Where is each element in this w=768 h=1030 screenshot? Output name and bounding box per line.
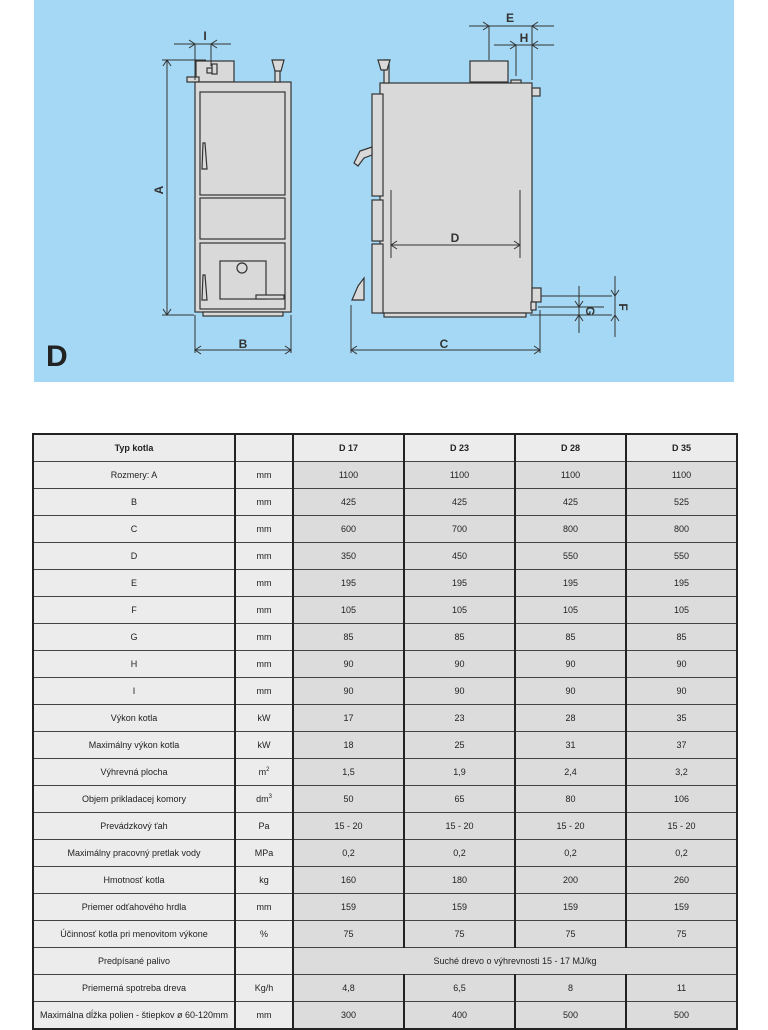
- cell-value: 90: [515, 651, 626, 678]
- unit-text: m: [258, 767, 267, 777]
- dim-label-f: F: [616, 303, 630, 311]
- cell-value: 37: [626, 732, 737, 759]
- row-label: Priemer odťahového hrdla: [33, 894, 235, 921]
- unit-text: mm: [256, 578, 272, 588]
- row-unit: [235, 975, 293, 1002]
- cell-value: 85: [626, 624, 737, 651]
- table-row: [33, 948, 737, 975]
- cell-value: 90: [626, 651, 737, 678]
- row-unit: [235, 678, 293, 705]
- cell-value: 159: [404, 894, 515, 921]
- boiler-front-view: [187, 60, 291, 316]
- table-row: [33, 975, 737, 1002]
- table-row: [33, 462, 737, 489]
- header-label: Typ kotla: [33, 434, 235, 462]
- table-row: [33, 543, 737, 570]
- cell-value: 11: [626, 975, 737, 1002]
- unit-text: Kg/h: [254, 983, 274, 993]
- cell-value: 90: [293, 651, 404, 678]
- table-row: [33, 1002, 737, 1030]
- unit-text: kW: [257, 740, 271, 750]
- cell-value: 425: [293, 489, 404, 516]
- cell-value: 80: [515, 786, 626, 813]
- cell-value: 500: [515, 1002, 626, 1030]
- row-label: Maximálna dĺžka polien - štiepkov ø 60-120mm: [33, 1002, 235, 1030]
- cell-value: 159: [515, 894, 626, 921]
- cell-value: 350: [293, 543, 404, 570]
- cell-value: 159: [626, 894, 737, 921]
- table-row: [33, 813, 737, 840]
- cell-value: 25: [404, 732, 515, 759]
- unit-text: Pa: [258, 821, 270, 831]
- cell-value: 15 - 20: [404, 813, 515, 840]
- dim-label-a: A: [152, 185, 166, 195]
- row-label: C: [33, 516, 235, 543]
- unit-text: mm: [256, 1010, 272, 1020]
- unit-text: mm: [256, 605, 272, 615]
- row-unit: [235, 948, 293, 975]
- boiler-spec-table: [32, 433, 738, 1030]
- cell-value: 4,8: [293, 975, 404, 1002]
- cell-value: 35: [626, 705, 737, 732]
- cell-value: 1100: [515, 462, 626, 489]
- row-label: Účinnosť kotla pri menovitom výkone: [33, 921, 235, 948]
- table-row: [33, 759, 737, 786]
- table-row: [33, 489, 737, 516]
- row-label: Objem prikladacej komory: [33, 786, 235, 813]
- cell-value: 90: [404, 678, 515, 705]
- dim-label-d: D: [450, 231, 460, 245]
- cell-value: 300: [293, 1002, 404, 1030]
- row-label: F: [33, 597, 235, 624]
- table-row: [33, 867, 737, 894]
- cell-value: 23: [404, 705, 515, 732]
- cell-value: 200: [515, 867, 626, 894]
- cell-value: 0,2: [404, 840, 515, 867]
- row-label: Hmotnosť kotla: [33, 867, 235, 894]
- cell-value: 1100: [404, 462, 515, 489]
- row-unit: [235, 543, 293, 570]
- row-label: Predpísané palivo: [33, 948, 235, 975]
- cell-value: 105: [293, 597, 404, 624]
- cell-value: 550: [515, 543, 626, 570]
- row-label: D: [33, 543, 235, 570]
- cell-value: 195: [293, 570, 404, 597]
- header-model: D 35: [626, 434, 737, 462]
- row-unit: [235, 1002, 293, 1030]
- table-row: [33, 624, 737, 651]
- table-row: [33, 516, 737, 543]
- cell-value: 160: [293, 867, 404, 894]
- cell-value: 500: [626, 1002, 737, 1030]
- cell-value: 525: [626, 489, 737, 516]
- row-label: I: [33, 678, 235, 705]
- table-row: [33, 786, 737, 813]
- dim-label-h: H: [519, 31, 529, 45]
- row-label: Maximálny pracovný pretlak vody: [33, 840, 235, 867]
- cell-value: 700: [404, 516, 515, 543]
- boiler-side-view: [352, 60, 541, 317]
- row-unit: [235, 840, 293, 867]
- table-row: [33, 651, 737, 678]
- boiler-dimension-drawing: [34, 0, 734, 382]
- table-body: [33, 462, 737, 1030]
- section-letter: D: [46, 340, 68, 373]
- cell-value: 85: [404, 624, 515, 651]
- cell-value: 550: [626, 543, 737, 570]
- cell-value: 425: [515, 489, 626, 516]
- cell-value: 2,4: [515, 759, 626, 786]
- unit-text: %: [259, 929, 268, 939]
- row-unit: [235, 516, 293, 543]
- table-row: [33, 597, 737, 624]
- cell-value: 0,2: [293, 840, 404, 867]
- cell-value: 195: [515, 570, 626, 597]
- cell-value: 90: [515, 678, 626, 705]
- cell-value: 50: [293, 786, 404, 813]
- cell-value: 8: [515, 975, 626, 1002]
- dim-label-i: I: [203, 29, 207, 43]
- table-header-row: [33, 434, 737, 462]
- cell-value: 75: [515, 921, 626, 948]
- row-unit: [235, 651, 293, 678]
- cell-value: 18: [293, 732, 404, 759]
- row-label: H: [33, 651, 235, 678]
- cell-value: 85: [515, 624, 626, 651]
- row-label: B: [33, 489, 235, 516]
- cell-value: 400: [404, 1002, 515, 1030]
- cell-value: 1,5: [293, 759, 404, 786]
- unit-text: mm: [256, 632, 272, 642]
- cell-value: 75: [404, 921, 515, 948]
- cell-value: 75: [293, 921, 404, 948]
- unit-text: mm: [256, 524, 272, 534]
- unit-superscript: 2: [266, 767, 270, 773]
- dim-label-c: C: [439, 337, 449, 351]
- table-row: [33, 570, 737, 597]
- row-label: Prevádzkový ťah: [33, 813, 235, 840]
- unit-text: MPa: [254, 848, 274, 858]
- cell-value: 1100: [293, 462, 404, 489]
- cell-value: 800: [626, 516, 737, 543]
- cell-value: 159: [293, 894, 404, 921]
- row-unit: [235, 894, 293, 921]
- cell-value: 450: [404, 543, 515, 570]
- row-unit: [235, 597, 293, 624]
- row-unit: [235, 732, 293, 759]
- cell-value: 17: [293, 705, 404, 732]
- dim-label-e: E: [505, 11, 515, 25]
- cell-value: 105: [626, 597, 737, 624]
- table-row: [33, 678, 737, 705]
- row-label: G: [33, 624, 235, 651]
- cell-value: 6,5: [404, 975, 515, 1002]
- cell-value: 195: [626, 570, 737, 597]
- dim-label-g: G: [583, 306, 597, 316]
- cell-value: 90: [404, 651, 515, 678]
- row-label: Výhrevná plocha: [33, 759, 235, 786]
- cell-value: 195: [404, 570, 515, 597]
- row-unit: [235, 813, 293, 840]
- unit-text: kW: [257, 713, 271, 723]
- row-label: Rozmery: A: [33, 462, 235, 489]
- header-unit: [235, 434, 293, 462]
- cell-value: 260: [626, 867, 737, 894]
- cell-value: 90: [293, 678, 404, 705]
- cell-value: 105: [404, 597, 515, 624]
- row-unit: [235, 705, 293, 732]
- row-label: Maximálny výkon kotla: [33, 732, 235, 759]
- table-row: [33, 732, 737, 759]
- cell-value: 90: [626, 678, 737, 705]
- cell-value: 425: [404, 489, 515, 516]
- cell-value: 106: [626, 786, 737, 813]
- cell-value: 800: [515, 516, 626, 543]
- cell-value: 85: [293, 624, 404, 651]
- row-label: Priemerná spotreba dreva: [33, 975, 235, 1002]
- table-row: [33, 894, 737, 921]
- row-label: E: [33, 570, 235, 597]
- table-row: [33, 921, 737, 948]
- cell-value: 65: [404, 786, 515, 813]
- unit-text: dm: [256, 794, 269, 804]
- row-unit: [235, 489, 293, 516]
- row-unit: [235, 462, 293, 489]
- cell-value: 180: [404, 867, 515, 894]
- row-unit: [235, 786, 293, 813]
- cell-value: 15 - 20: [626, 813, 737, 840]
- row-unit: [235, 921, 293, 948]
- cell-value: 28: [515, 705, 626, 732]
- unit-text: mm: [256, 659, 272, 669]
- row-unit: [235, 759, 293, 786]
- cell-value: 0,2: [515, 840, 626, 867]
- cell-value: 15 - 20: [293, 813, 404, 840]
- table-row: [33, 840, 737, 867]
- cell-value: 75: [626, 921, 737, 948]
- boiler-diagram-panel: [34, 0, 734, 382]
- header-model: D 23: [404, 434, 515, 462]
- unit-text: mm: [256, 470, 272, 480]
- row-unit: [235, 570, 293, 597]
- cell-value: 1100: [626, 462, 737, 489]
- header-model: D 28: [515, 434, 626, 462]
- cell-value: 31: [515, 732, 626, 759]
- unit-text: mm: [256, 686, 272, 696]
- unit-text: mm: [256, 551, 272, 561]
- dim-label-b: B: [238, 337, 248, 351]
- cell-value: 600: [293, 516, 404, 543]
- cell-value: 3,2: [626, 759, 737, 786]
- unit-superscript: 3: [268, 794, 272, 800]
- cell-value: 15 - 20: [515, 813, 626, 840]
- cell-value: 105: [515, 597, 626, 624]
- table-row: [33, 705, 737, 732]
- header-model: D 17: [293, 434, 404, 462]
- cell-value: 1,9: [404, 759, 515, 786]
- unit-text: kg: [259, 875, 269, 885]
- unit-text: mm: [256, 497, 272, 507]
- row-unit: [235, 867, 293, 894]
- cell-value: 0,2: [626, 840, 737, 867]
- row-span-value: Suché drevo o výhrevnosti 15 - 17 MJ/kg: [293, 948, 737, 975]
- row-label: Výkon kotla: [33, 705, 235, 732]
- unit-text: mm: [256, 902, 272, 912]
- row-unit: [235, 624, 293, 651]
